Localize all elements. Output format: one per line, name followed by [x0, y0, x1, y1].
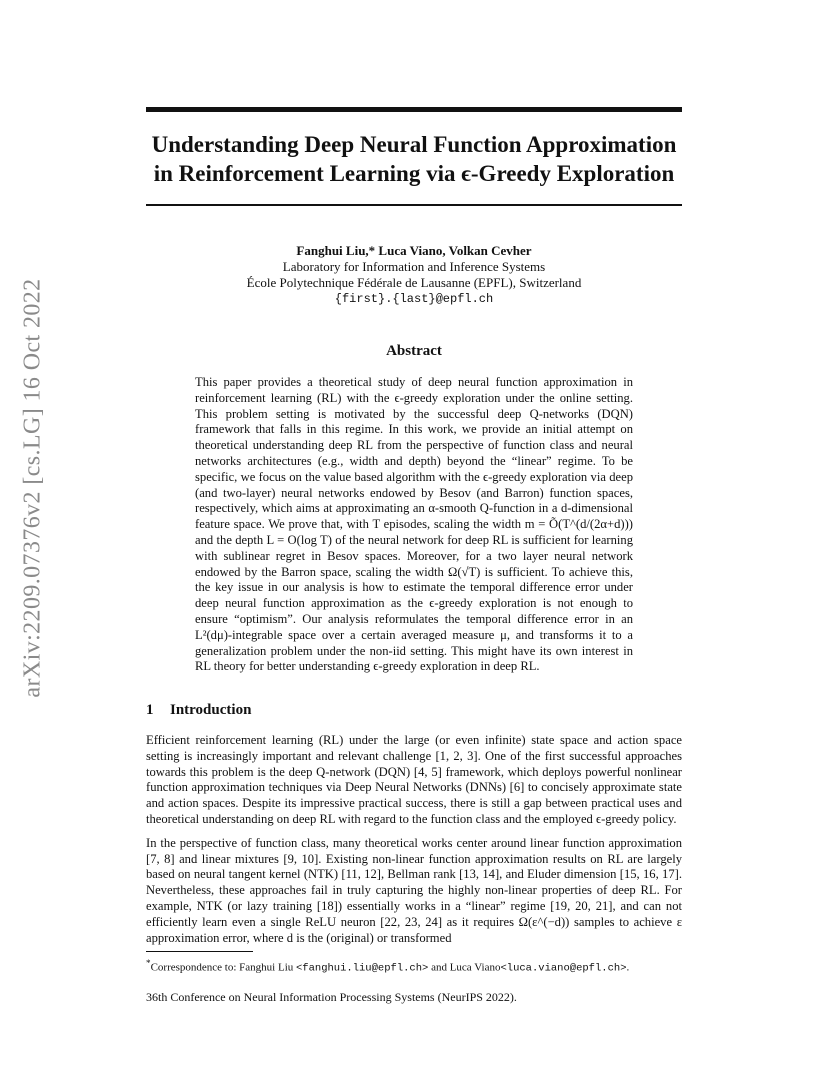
footnote-mark: *	[146, 958, 151, 968]
footnote-email-2[interactable]: <luca.viano@epfl.ch>	[500, 962, 627, 975]
footnote-text-middle: and Luca Viano	[428, 961, 501, 974]
paper-title	[146, 130, 682, 188]
arxiv-identifier: arXiv:2209.07376v2 [cs.LG] 16 Oct 2022	[19, 278, 46, 698]
author-lab: Laboratory for Information and Inference Systems	[282, 259, 546, 274]
section-number: 1	[146, 702, 154, 718]
section-title-text: Introduction	[170, 702, 252, 718]
author-institution: École Polytechnique Fédérale de Lausanne (EPFL), Switzerland	[246, 275, 582, 290]
abstract-heading: Abstract	[386, 343, 442, 359]
footnote-email-1[interactable]: <fanghui.liu@epfl.ch>	[296, 962, 429, 975]
conference-notice: 36th Conference on Neural Information Processing Systems (NeurIPS 2022).	[146, 990, 517, 1004]
section-heading	[146, 702, 251, 719]
title-top-rule	[146, 107, 682, 112]
title-line-2: in Reinforcement Learning via ϵ-Greedy Exploration	[153, 161, 675, 186]
footnote-text-after: .	[626, 961, 630, 974]
author-names: Fanghui Liu,* Luca Viano, Volkan Cevher	[296, 243, 532, 258]
footnote-text-before: Correspondence to: Fanghui Liu	[150, 961, 296, 974]
title-bottom-rule	[146, 204, 682, 206]
author-email: {first}.{last}@epfl.ch	[334, 292, 494, 306]
title-line-1: Understanding Deep Neural Function Approximation	[151, 132, 677, 157]
introduction-body	[146, 733, 682, 954]
footnote-rule	[146, 951, 253, 952]
abstract-text: This paper provides a theoretical study of deep neural function approximation in reinforcement learning (RL) with the ϵ-greedy exploration under the online setting. This problem setting is motivated by the successful deep Q-networks (DQN) framework that falls in this regime. In this work, we provide an initial attempt on theoretical understanding deep RL from the perspective of function class and neural networks architectures (e.g., width and depth) beyond the “linear” regime. To be specific, we focus on the value based algorithm with the ϵ-greedy exploration via deep (and two-layer) neural networks endowed by Besov (and Barron) function spaces, respectively, which aims at approximating an α-smooth Q-function in a d-dimensional feature space. We prove that, with T episodes, scaling the width m = Õ(T^(d/(2α+d))) and the depth L = O(log T) of the neural network for deep RL is sufficient for learning with sublinear regret in Besov spaces. Moreover, for a two layer neural network endowed by the Barron space, scaling the width Ω(√T) is sufficient. To achieve this, the key issue in our analysis is how to estimate the temporal difference error under deep neural function approximation as the ϵ-greedy exploration is not enough to ensure “optimism”. Our analysis reformulates the temporal difference error in an L²(dμ)-integrable space over a certain averaged measure μ, and transforms it to a generalization problem under the non-iid setting. This might have its own interest in RL theory for better understanding ϵ-greedy exploration in deep RL.	[195, 375, 633, 674]
footnote	[146, 956, 682, 976]
author-block	[146, 243, 682, 307]
intro-paragraph-2: In the perspective of function class, many theoretical works center around linear function approximation [7, 8] and linear mixtures [9, 10]. Existing non-linear function approximation results on RL are largely based on neural tangent kernel (NTK) [11, 12], Bellman rank [13, 14], and Eluder dimension [15, 16, 17]. Nevertheless, these approaches fail in truly capturing the highly non-linear properties of deep RL. For example, NTK (or lazy training [18]) essentially works in a “linear” regime [19, 20, 21], and can not efficiently learn even a single ReLU neuron [22, 23, 24] as it requires Ω(ε^(−d)) samples to achieve ε approximation error, where d is the (original) or transformed	[146, 835, 682, 945]
intro-paragraph-1: Efficient reinforcement learning (RL) under the large (or even infinite) state space and action space setting is increasingly important and relevant challenge [1, 2, 3]. One of the first successful approaches towards this problem is the deep Q-network (DQN) [4, 5] framework, which deploys powerful nonlinear function approximation techniques via Deep Neural Networks (DNNs) [6] to concisely approximate state and action spaces. Despite its impressive practical success, there is still a gap between practical uses and theoretical understanding on deep RL with regard to the function class and the employed ϵ-greedy policy.	[146, 733, 682, 826]
